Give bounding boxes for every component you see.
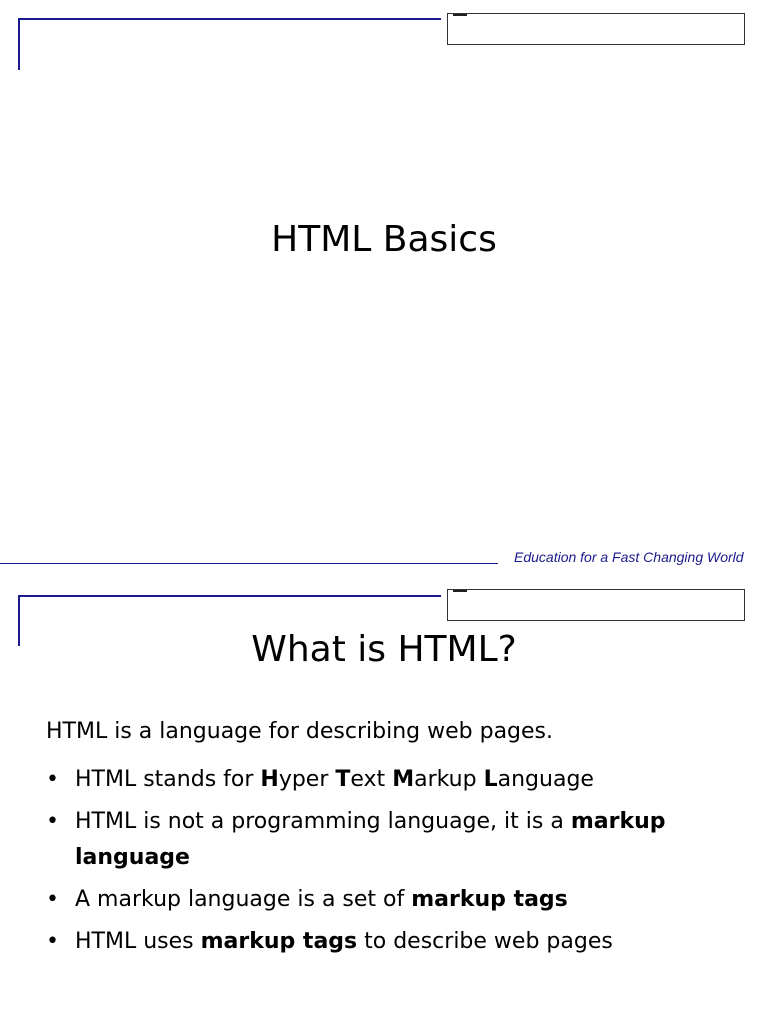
bullet-bold-text: T (335, 767, 351, 792)
bullet-bold-text: markup tags (200, 929, 358, 954)
logo-mark-icon (453, 590, 467, 592)
bullet-text: A markup language is a set of (75, 887, 412, 912)
bullet-dot-icon: • (46, 809, 59, 834)
logo-placeholder (447, 589, 745, 621)
frame-top-rule (18, 18, 441, 20)
logo-placeholder (447, 13, 745, 45)
slide-heading: What is HTML? (251, 629, 517, 670)
frame-left-rule (18, 18, 20, 70)
slide-title-heading: HTML Basics (271, 219, 497, 260)
footer-rule (0, 563, 498, 564)
bullet-text: to describe web pages (357, 929, 613, 954)
bullet-text: arkup (414, 767, 484, 792)
bullet-text: HTML is not a programming language, it is a (75, 809, 571, 834)
bullet-text: ext (350, 767, 393, 792)
slide-what-is-html (0, 576, 768, 1024)
footer-tagline: Education for a Fast Changing World (514, 549, 744, 565)
bullet-bold-text: markup tags (411, 887, 568, 912)
bullet-text: yper (278, 767, 336, 792)
bullet-item (46, 882, 736, 918)
frame-top-rule (18, 595, 441, 597)
bullet-item (46, 762, 736, 798)
bullet-bold-text: L (483, 767, 498, 792)
bullet-list (46, 762, 736, 966)
bullet-bold-text: markup language (75, 809, 666, 870)
bullet-text: HTML uses (75, 929, 201, 954)
bullet-bold-text: H (260, 767, 279, 792)
bullet-bold-text: M (392, 767, 415, 792)
bullet-item (46, 804, 736, 876)
bullet-dot-icon: • (46, 887, 59, 912)
intro-text: HTML is a language for describing web pages. (46, 719, 553, 744)
logo-mark-icon (453, 14, 467, 16)
bullet-dot-icon: • (46, 929, 59, 954)
bullet-item (46, 924, 736, 960)
bullet-dot-icon: • (46, 767, 59, 792)
bullet-text: HTML stands for (75, 767, 261, 792)
bullet-text: anguage (497, 767, 594, 792)
